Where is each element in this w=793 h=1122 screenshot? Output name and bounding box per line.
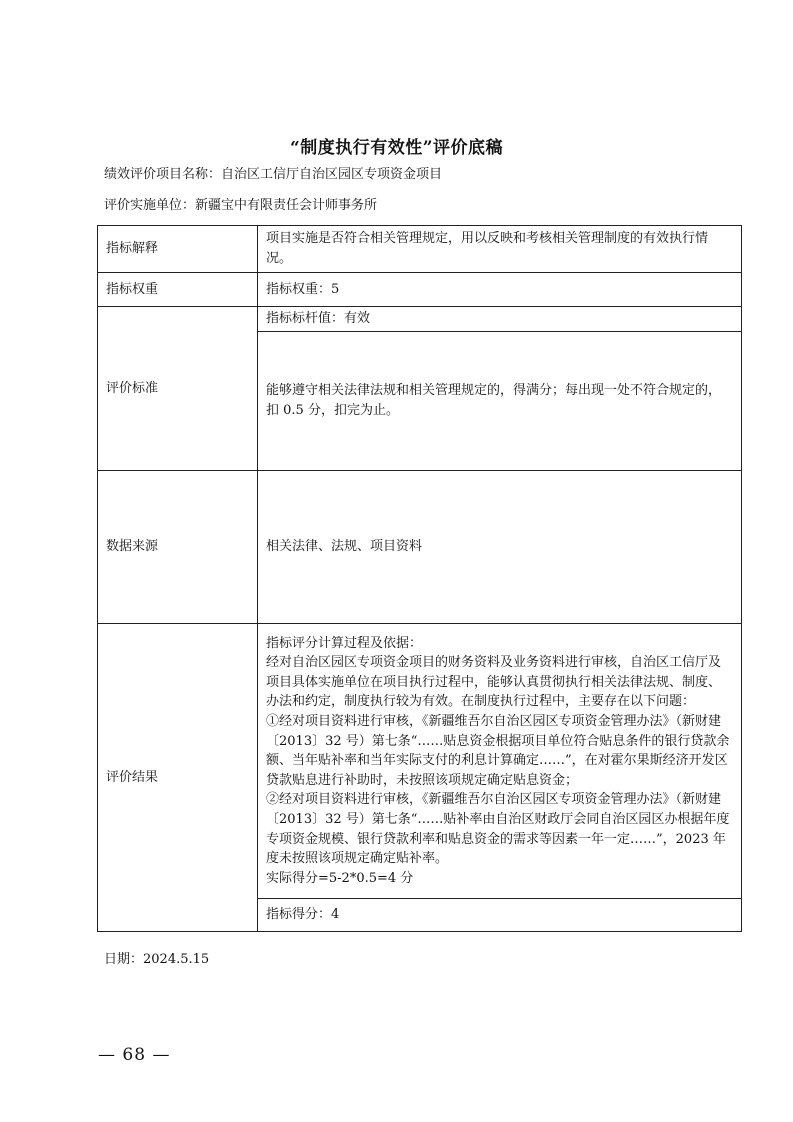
standard-value: 能够遵守相关法律法规和相关管理规定的，得满分；每出现一处不符合规定的，扣 0.5 分，扣完为止。 — [258, 332, 742, 471]
project-name: 绩效评价项目名称：自治区工信厅自治区园区专项资金项目 — [104, 167, 443, 182]
result-line-issue-1: ①经对项目资料进行审核，《新疆维吾尔自治区园区专项资金管理办法》（新财建〔2013〕32 号）第七条“……贴息资金根据项目单位符合贴息条件的银行贷款余额、当年贴补率和当年实际支付的利息计算确定……”，在对霍尔果斯经济开发区贷款贴息进行补助时，未按照该项规定确定贴息资金； — [266, 714, 730, 788]
benchmark-value: 指标标杆值：有效 — [258, 307, 742, 332]
page-title: “制度执行有效性”评价底稿 — [289, 138, 504, 158]
result-text — [258, 624, 742, 899]
score-value: 指标得分：4 — [258, 899, 742, 932]
table-row — [98, 307, 742, 332]
implementer: 评价实施单位：新疆宝中有限责任会计师事务所 — [104, 198, 378, 213]
page-number: — 68 — — [98, 1045, 171, 1065]
source-label: 数据来源 — [98, 471, 258, 624]
table-row — [98, 624, 742, 899]
weight-value: 指标权重：5 — [258, 273, 742, 307]
table-row — [98, 471, 742, 624]
table-row — [98, 273, 742, 307]
source-value: 相关法律、法规、项目资料 — [258, 471, 742, 624]
date: 日期：2024.5.15 — [104, 952, 210, 967]
evaluation-table — [97, 225, 742, 932]
explain-label: 指标解释 — [98, 226, 258, 273]
standard-label: 评价标准 — [98, 307, 258, 471]
explain-value: 项目实施是否符合相关管理规定，用以反映和考核相关管理制度的有效执行情况。 — [258, 226, 742, 273]
table-row — [98, 226, 742, 273]
result-line-summary: 经对自治区园区专项资金项目的财务资料及业务资料进行审核，自治区工信厅及项目具体实施单位在项目执行过程中，能够认真贯彻执行相关法律法规、制度、办法和约定，制度执行较为有效。在制度执行过程中，主要存在以下问题： — [266, 655, 722, 710]
result-line-heading: 指标评分计算过程及依据： — [266, 635, 423, 651]
weight-label: 指标权重 — [98, 273, 258, 307]
result-line-issue-2: ②经对项目资料进行审核，《新疆维吾尔自治区园区专项资金管理办法》（新财建〔2013〕32 号）第七条“……贴补率由自治区财政厅会同自治区园区办根据年度专项资金规模、银行贷款利率和贴息资金的需求等因素一年一定……”，2023 年度未按照该项规定确定贴补率。 — [266, 792, 730, 867]
result-label: 评价结果 — [98, 624, 258, 932]
result-line-score-calc: 实际得分=5-2*0.5=4 分 — [266, 870, 414, 886]
